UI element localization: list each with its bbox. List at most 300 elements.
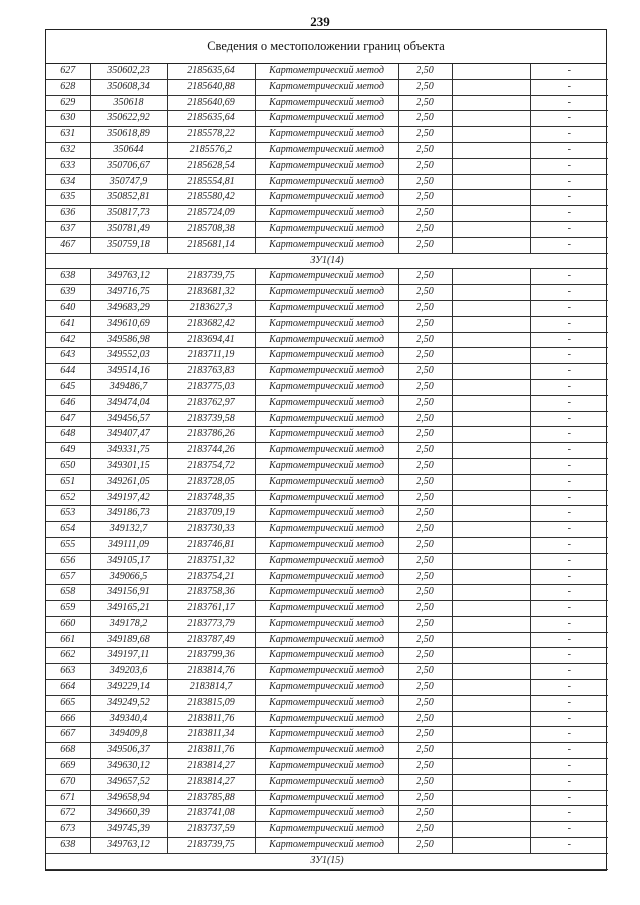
method-cell: Картометрический метод (255, 285, 398, 301)
point-number-cell: 642 (46, 332, 90, 348)
method-cell: Картометрический метод (255, 743, 398, 759)
note-cell: - (530, 269, 608, 285)
note-cell: - (530, 680, 608, 696)
method-cell: Картометрический метод (255, 585, 398, 601)
x-coordinate-cell: 349165,21 (90, 601, 167, 617)
point-number-cell: 637 (46, 221, 90, 237)
accuracy-cell: 2,50 (398, 537, 452, 553)
empty-cell (452, 664, 530, 680)
table-row (46, 601, 608, 617)
note-cell: - (530, 537, 608, 553)
note-cell: - (530, 206, 608, 222)
point-number-cell: 665 (46, 695, 90, 711)
point-number-cell: 644 (46, 364, 90, 380)
x-coordinate-cell: 349763,12 (90, 269, 167, 285)
section-header-row (46, 853, 608, 869)
empty-cell (452, 64, 530, 79)
accuracy-cell: 2,50 (398, 774, 452, 790)
table-row (46, 743, 608, 759)
point-number-cell: 647 (46, 411, 90, 427)
point-number-cell: 667 (46, 727, 90, 743)
y-coordinate-cell: 2183811,76 (167, 743, 255, 759)
empty-cell (452, 490, 530, 506)
x-coordinate-cell: 349261,05 (90, 474, 167, 490)
method-cell: Картометрический метод (255, 664, 398, 680)
accuracy-cell: 2,50 (398, 174, 452, 190)
note-cell: - (530, 316, 608, 332)
accuracy-cell: 2,50 (398, 569, 452, 585)
empty-cell (452, 506, 530, 522)
table-row (46, 569, 608, 585)
method-cell: Картометрический метод (255, 822, 398, 838)
y-coordinate-cell: 2183799,36 (167, 648, 255, 664)
y-coordinate-cell: 2183811,34 (167, 727, 255, 743)
method-cell: Картометрический метод (255, 490, 398, 506)
y-coordinate-cell: 2183744,26 (167, 443, 255, 459)
page-number: 239 (310, 14, 330, 29)
point-number-cell: 639 (46, 285, 90, 301)
accuracy-cell: 2,50 (398, 759, 452, 775)
accuracy-cell: 2,50 (398, 332, 452, 348)
method-cell: Картометрический метод (255, 237, 398, 253)
empty-cell (452, 774, 530, 790)
x-coordinate-cell: 349716,75 (90, 285, 167, 301)
method-cell: Картометрический метод (255, 332, 398, 348)
note-cell: - (530, 142, 608, 158)
accuracy-cell: 2,50 (398, 190, 452, 206)
section-header-row (46, 253, 608, 269)
note-cell: - (530, 759, 608, 775)
note-cell: - (530, 395, 608, 411)
y-coordinate-cell: 2183746,81 (167, 537, 255, 553)
x-coordinate-cell: 349301,15 (90, 458, 167, 474)
x-coordinate-cell: 350759,18 (90, 237, 167, 253)
method-cell: Картометрический метод (255, 348, 398, 364)
method-cell: Картометрический метод (255, 711, 398, 727)
point-number-cell: 638 (46, 269, 90, 285)
y-coordinate-cell: 2183737,59 (167, 822, 255, 838)
y-coordinate-cell: 2183739,75 (167, 838, 255, 854)
point-number-cell: 629 (46, 95, 90, 111)
accuracy-cell: 2,50 (398, 443, 452, 459)
empty-cell (452, 522, 530, 538)
table-row (46, 95, 608, 111)
accuracy-cell: 2,50 (398, 411, 452, 427)
x-coordinate-cell: 349552,03 (90, 348, 167, 364)
x-coordinate-cell: 349745,39 (90, 822, 167, 838)
accuracy-cell: 2,50 (398, 269, 452, 285)
y-coordinate-cell: 2183682,42 (167, 316, 255, 332)
note-cell: - (530, 648, 608, 664)
y-coordinate-cell: 2183627,3 (167, 300, 255, 316)
table-row (46, 522, 608, 538)
method-cell: Картометрический метод (255, 190, 398, 206)
method-cell: Картометрический метод (255, 790, 398, 806)
method-cell: Картометрический метод (255, 111, 398, 127)
method-cell: Картометрический метод (255, 522, 398, 538)
note-cell: - (530, 379, 608, 395)
point-number-cell: 657 (46, 569, 90, 585)
point-number-cell: 635 (46, 190, 90, 206)
method-cell: Картометрический метод (255, 537, 398, 553)
accuracy-cell: 2,50 (398, 664, 452, 680)
point-number-cell: 645 (46, 379, 90, 395)
accuracy-cell: 2,50 (398, 553, 452, 569)
y-coordinate-cell: 2183763,83 (167, 364, 255, 380)
note-cell: - (530, 585, 608, 601)
note-cell: - (530, 569, 608, 585)
x-coordinate-cell: 350747,9 (90, 174, 167, 190)
point-number-cell: 660 (46, 616, 90, 632)
table-row (46, 142, 608, 158)
table-row (46, 680, 608, 696)
accuracy-cell: 2,50 (398, 506, 452, 522)
method-cell: Картометрический метод (255, 806, 398, 822)
method-cell: Картометрический метод (255, 443, 398, 459)
point-number-cell: 673 (46, 822, 90, 838)
empty-cell (452, 474, 530, 490)
table-row (46, 174, 608, 190)
point-number-cell: 664 (46, 680, 90, 696)
x-coordinate-cell: 350852,81 (90, 190, 167, 206)
method-cell: Картометрический метод (255, 174, 398, 190)
table-row (46, 490, 608, 506)
x-coordinate-cell: 349197,11 (90, 648, 167, 664)
accuracy-cell: 2,50 (398, 806, 452, 822)
y-coordinate-cell: 2183815,09 (167, 695, 255, 711)
accuracy-cell: 2,50 (398, 95, 452, 111)
point-number-cell: 655 (46, 537, 90, 553)
empty-cell (452, 585, 530, 601)
y-coordinate-cell: 2183694,41 (167, 332, 255, 348)
note-cell: - (530, 443, 608, 459)
table-row (46, 822, 608, 838)
method-cell: Картометрический метод (255, 142, 398, 158)
y-coordinate-cell: 2185681,14 (167, 237, 255, 253)
point-number-cell: 628 (46, 79, 90, 95)
empty-cell (452, 285, 530, 301)
point-number-cell: 631 (46, 127, 90, 143)
x-coordinate-cell: 349340,4 (90, 711, 167, 727)
empty-cell (452, 711, 530, 727)
table-row (46, 790, 608, 806)
x-coordinate-cell: 349186,73 (90, 506, 167, 522)
table-row (46, 616, 608, 632)
accuracy-cell: 2,50 (398, 285, 452, 301)
table-row (46, 395, 608, 411)
x-coordinate-cell: 349610,69 (90, 316, 167, 332)
table-row (46, 127, 608, 143)
x-coordinate-cell: 349409,8 (90, 727, 167, 743)
table-row (46, 348, 608, 364)
empty-cell (452, 680, 530, 696)
table-row (46, 474, 608, 490)
y-coordinate-cell: 2183741,08 (167, 806, 255, 822)
point-number-cell: 654 (46, 522, 90, 538)
method-cell: Картометрический метод (255, 632, 398, 648)
accuracy-cell: 2,50 (398, 237, 452, 253)
x-coordinate-cell: 350817,73 (90, 206, 167, 222)
note-cell: - (530, 743, 608, 759)
method-cell: Картометрический метод (255, 695, 398, 711)
table-row (46, 806, 608, 822)
table-row (46, 269, 608, 285)
point-number-cell: 636 (46, 206, 90, 222)
table-row (46, 206, 608, 222)
method-cell: Картометрический метод (255, 64, 398, 79)
point-number-cell: 649 (46, 443, 90, 459)
y-coordinate-cell: 2185635,64 (167, 64, 255, 79)
method-cell: Картометрический метод (255, 79, 398, 95)
note-cell: - (530, 237, 608, 253)
y-coordinate-cell: 2183761,17 (167, 601, 255, 617)
table-row (46, 190, 608, 206)
method-cell: Картометрический метод (255, 601, 398, 617)
accuracy-cell: 2,50 (398, 427, 452, 443)
note-cell: - (530, 64, 608, 79)
point-number-cell: 668 (46, 743, 90, 759)
table-row (46, 632, 608, 648)
note-cell: - (530, 190, 608, 206)
x-coordinate-cell: 349249,52 (90, 695, 167, 711)
note-cell: - (530, 174, 608, 190)
note-cell: - (530, 711, 608, 727)
x-coordinate-cell: 349514,16 (90, 364, 167, 380)
accuracy-cell: 2,50 (398, 727, 452, 743)
note-cell: - (530, 616, 608, 632)
method-cell: Картометрический метод (255, 158, 398, 174)
empty-cell (452, 443, 530, 459)
accuracy-cell: 2,50 (398, 616, 452, 632)
table-row (46, 759, 608, 775)
table-row (46, 774, 608, 790)
table-row (46, 537, 608, 553)
point-number-cell: 658 (46, 585, 90, 601)
accuracy-cell: 2,50 (398, 395, 452, 411)
y-coordinate-cell: 2185708,38 (167, 221, 255, 237)
x-coordinate-cell: 349630,12 (90, 759, 167, 775)
empty-cell (452, 695, 530, 711)
point-number-cell: 671 (46, 790, 90, 806)
accuracy-cell: 2,50 (398, 111, 452, 127)
y-coordinate-cell: 2183814,27 (167, 759, 255, 775)
point-number-cell: 672 (46, 806, 90, 822)
point-number-cell: 651 (46, 474, 90, 490)
empty-cell (452, 348, 530, 364)
note-cell: - (530, 522, 608, 538)
accuracy-cell: 2,50 (398, 364, 452, 380)
y-coordinate-cell: 2185580,42 (167, 190, 255, 206)
method-cell: Картометрический метод (255, 411, 398, 427)
accuracy-cell: 2,50 (398, 316, 452, 332)
point-number-cell: 669 (46, 759, 90, 775)
point-number-cell: 670 (46, 774, 90, 790)
note-cell: - (530, 774, 608, 790)
note-cell: - (530, 348, 608, 364)
empty-cell (452, 458, 530, 474)
x-coordinate-cell: 349763,12 (90, 838, 167, 854)
empty-cell (452, 332, 530, 348)
table-row (46, 285, 608, 301)
accuracy-cell: 2,50 (398, 601, 452, 617)
x-coordinate-cell: 350602,23 (90, 64, 167, 79)
method-cell: Картометрический метод (255, 458, 398, 474)
note-cell: - (530, 822, 608, 838)
point-number-cell: 650 (46, 458, 90, 474)
empty-cell (452, 806, 530, 822)
y-coordinate-cell: 2185635,64 (167, 111, 255, 127)
accuracy-cell: 2,50 (398, 474, 452, 490)
y-coordinate-cell: 2183787,49 (167, 632, 255, 648)
note-cell: - (530, 695, 608, 711)
note-cell: - (530, 221, 608, 237)
method-cell: Картометрический метод (255, 379, 398, 395)
section-header-label: ЗУ1(14) (46, 253, 608, 269)
point-number-cell: 646 (46, 395, 90, 411)
note-cell: - (530, 300, 608, 316)
empty-cell (452, 379, 530, 395)
method-cell: Картометрический метод (255, 127, 398, 143)
empty-cell (452, 427, 530, 443)
table-row (46, 316, 608, 332)
accuracy-cell: 2,50 (398, 79, 452, 95)
y-coordinate-cell: 2183748,35 (167, 490, 255, 506)
accuracy-cell: 2,50 (398, 127, 452, 143)
y-coordinate-cell: 2183728,05 (167, 474, 255, 490)
empty-cell (452, 127, 530, 143)
point-number-cell: 659 (46, 601, 90, 617)
accuracy-cell: 2,50 (398, 711, 452, 727)
accuracy-cell: 2,50 (398, 490, 452, 506)
empty-cell (452, 569, 530, 585)
note-cell: - (530, 838, 608, 854)
note-cell: - (530, 411, 608, 427)
empty-cell (452, 411, 530, 427)
x-coordinate-cell: 350644 (90, 142, 167, 158)
table-row (46, 364, 608, 380)
table-row (46, 411, 608, 427)
accuracy-cell: 2,50 (398, 348, 452, 364)
table-row (46, 332, 608, 348)
accuracy-cell: 2,50 (398, 142, 452, 158)
note-cell: - (530, 111, 608, 127)
empty-cell (452, 632, 530, 648)
accuracy-cell: 2,50 (398, 648, 452, 664)
table-row (46, 221, 608, 237)
note-cell: - (530, 553, 608, 569)
note-cell: - (530, 364, 608, 380)
y-coordinate-cell: 2183811,76 (167, 711, 255, 727)
empty-cell (452, 269, 530, 285)
empty-cell (452, 822, 530, 838)
y-coordinate-cell: 2183785,88 (167, 790, 255, 806)
point-number-cell: 641 (46, 316, 90, 332)
table-row (46, 300, 608, 316)
note-cell: - (530, 727, 608, 743)
table-row (46, 648, 608, 664)
point-number-cell: 653 (46, 506, 90, 522)
method-cell: Картометрический метод (255, 506, 398, 522)
y-coordinate-cell: 2183751,32 (167, 553, 255, 569)
y-coordinate-cell: 2183762,97 (167, 395, 255, 411)
note-cell: - (530, 79, 608, 95)
x-coordinate-cell: 350706,67 (90, 158, 167, 174)
y-coordinate-cell: 2183711,19 (167, 348, 255, 364)
y-coordinate-cell: 2183773,79 (167, 616, 255, 632)
point-number-cell: 632 (46, 142, 90, 158)
point-number-cell: 627 (46, 64, 90, 79)
method-cell: Картометрический метод (255, 221, 398, 237)
note-cell: - (530, 806, 608, 822)
x-coordinate-cell: 350781,49 (90, 221, 167, 237)
y-coordinate-cell: 2185578,22 (167, 127, 255, 143)
x-coordinate-cell: 349066,5 (90, 569, 167, 585)
method-cell: Картометрический метод (255, 300, 398, 316)
x-coordinate-cell: 349197,42 (90, 490, 167, 506)
note-cell: - (530, 95, 608, 111)
x-coordinate-cell: 349203,6 (90, 664, 167, 680)
y-coordinate-cell: 2183814,76 (167, 664, 255, 680)
point-number-cell: 648 (46, 427, 90, 443)
method-cell: Картометрический метод (255, 727, 398, 743)
empty-cell (452, 790, 530, 806)
y-coordinate-cell: 2183814,27 (167, 774, 255, 790)
note-cell: - (530, 632, 608, 648)
point-number-cell: 663 (46, 664, 90, 680)
method-cell: Картометрический метод (255, 427, 398, 443)
accuracy-cell: 2,50 (398, 64, 452, 79)
empty-cell (452, 395, 530, 411)
table-row (46, 427, 608, 443)
empty-cell (452, 316, 530, 332)
method-cell: Картометрический метод (255, 774, 398, 790)
accuracy-cell: 2,50 (398, 221, 452, 237)
point-number-cell: 633 (46, 158, 90, 174)
accuracy-cell: 2,50 (398, 379, 452, 395)
x-coordinate-cell: 349486,7 (90, 379, 167, 395)
empty-cell (452, 759, 530, 775)
empty-cell (452, 743, 530, 759)
point-number-cell: 638 (46, 838, 90, 854)
section-title: Сведения о местоположении границ объекта (46, 30, 606, 64)
point-number-cell: 656 (46, 553, 90, 569)
y-coordinate-cell: 2183754,21 (167, 569, 255, 585)
table-row (46, 506, 608, 522)
method-cell: Картометрический метод (255, 648, 398, 664)
y-coordinate-cell: 2183739,58 (167, 411, 255, 427)
method-cell: Картометрический метод (255, 553, 398, 569)
empty-cell (452, 616, 530, 632)
note-cell: - (530, 285, 608, 301)
y-coordinate-cell: 2183758,36 (167, 585, 255, 601)
x-coordinate-cell: 349189,68 (90, 632, 167, 648)
accuracy-cell: 2,50 (398, 743, 452, 759)
x-coordinate-cell: 349660,39 (90, 806, 167, 822)
x-coordinate-cell: 349474,04 (90, 395, 167, 411)
y-coordinate-cell: 2183709,19 (167, 506, 255, 522)
x-coordinate-cell: 349658,94 (90, 790, 167, 806)
y-coordinate-cell: 2185640,88 (167, 79, 255, 95)
accuracy-cell: 2,50 (398, 822, 452, 838)
table-row (46, 695, 608, 711)
empty-cell (452, 190, 530, 206)
accuracy-cell: 2,50 (398, 838, 452, 854)
empty-cell (452, 300, 530, 316)
x-coordinate-cell: 349683,29 (90, 300, 167, 316)
table-row (46, 237, 608, 253)
x-coordinate-cell: 349586,98 (90, 332, 167, 348)
note-cell: - (530, 458, 608, 474)
